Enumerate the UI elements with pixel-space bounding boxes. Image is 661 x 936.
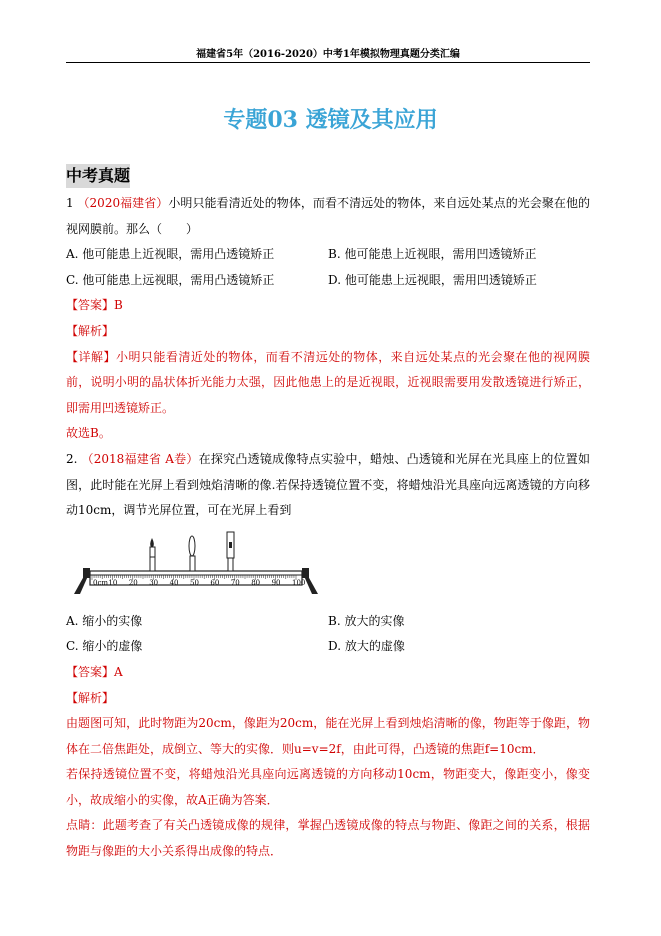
option-d: D. 他可能患上远视眼，需用凹透镜矫正	[328, 272, 537, 287]
page-header: 福建省5年（2016-2020）中考1年模拟物理真题分类汇编	[196, 49, 460, 60]
option-c: C. 他可能患上远视眼，需用凸透镜矫正	[66, 272, 275, 287]
option-b: B. 放大的实像	[328, 613, 405, 628]
explanation-3: 点睛：此题考查了有关凸透镜成像的规律，掌握凸透镜成像的特点与物距、像距之间的关系，根据物距与像距的大小关系得出成像的特点．	[66, 818, 590, 859]
detail: 【详解】小明只能看清近处的物体，而看不清远处的物体，来自远处某点的光会聚在他的视网膜前，说明小明的晶状体折光能力太强，因此他患上的是近视眼，近视眼需要用发散透镜进行矫正，即需用凹透镜矫正。	[66, 349, 590, 415]
scale-label: 80	[251, 578, 261, 587]
explanation-1: 由题图可知，此时物距为20cm，像距为20cm，能在光屏上看到烛焰清晰的像，物距等于像距，物体在二倍焦距处，成倒立、等大的实像．则u=v=2f，由此可得，凸透镜的焦距f=10cm．	[66, 716, 590, 756]
option-b: B. 他可能患上近视眼，需用凹透镜矫正	[328, 247, 537, 262]
scale-label: 50	[190, 578, 199, 587]
choose: 故选B。	[66, 426, 111, 441]
analysis-label: 【解析】	[66, 323, 115, 338]
page-title: 专题03 透镜及其应用	[223, 107, 438, 133]
question-number: 1	[66, 196, 78, 210]
question-stem: 在探究凸透镜成像特点实验中，蜡烛、凸透镜和光屏在光具座上的位置如图，此时能在光屏上看到烛焰清晰的像.若保持透镜位置不变，将蜡烛沿光具座向远离透镜的方向移动10cm，调节光屏位置，可在光屏上看到	[66, 451, 590, 518]
header-divider	[66, 62, 590, 63]
answer: 【答案】B	[66, 298, 123, 313]
option-d: D. 放大的虚像	[328, 639, 405, 654]
scale-label: 70	[230, 578, 240, 587]
question-2	[66, 447, 590, 524]
question-1	[66, 191, 590, 242]
option-a: A. 他可能患上近视眼，需用凸透镜矫正	[66, 247, 275, 262]
scale-label: 40	[169, 578, 179, 587]
scale-label: 0cm	[93, 578, 109, 587]
scale-label: 60	[210, 578, 220, 587]
question-stem: 小明只能看清近处的物体，而看不清远处的物体，来自远处某点的光会聚在他的视网膜前。那么（ ）	[66, 196, 590, 236]
convex-lens	[189, 536, 195, 571]
option-a: A. 缩小的实像	[66, 613, 143, 628]
explanation-2: 若保持透镜位置不变，将蜡烛沿光具座向远离透镜的方向移动10cm，物距变大，像距变小，像变小，故成缩小的实像，故A正确为答案．	[66, 767, 590, 807]
question-source: （2020福建省）	[77, 196, 169, 210]
question-source: （2018福建省 A卷）	[81, 451, 199, 466]
question-number: 2.	[66, 451, 82, 466]
scale-label: 30	[149, 578, 159, 587]
candle	[150, 538, 155, 571]
option-c: C. 缩小的虚像	[66, 639, 143, 654]
analysis-label: 【解析】	[66, 690, 115, 705]
scale-label: 20	[128, 578, 138, 587]
light-screen	[227, 532, 234, 571]
answer: 【答案】A	[66, 664, 123, 679]
scale-label: 100	[292, 578, 306, 587]
optical-bench-diagram	[66, 524, 326, 604]
section-heading: 中考真题	[66, 164, 130, 188]
scale-label: 10	[108, 578, 118, 587]
scale-label: 90	[271, 578, 281, 587]
